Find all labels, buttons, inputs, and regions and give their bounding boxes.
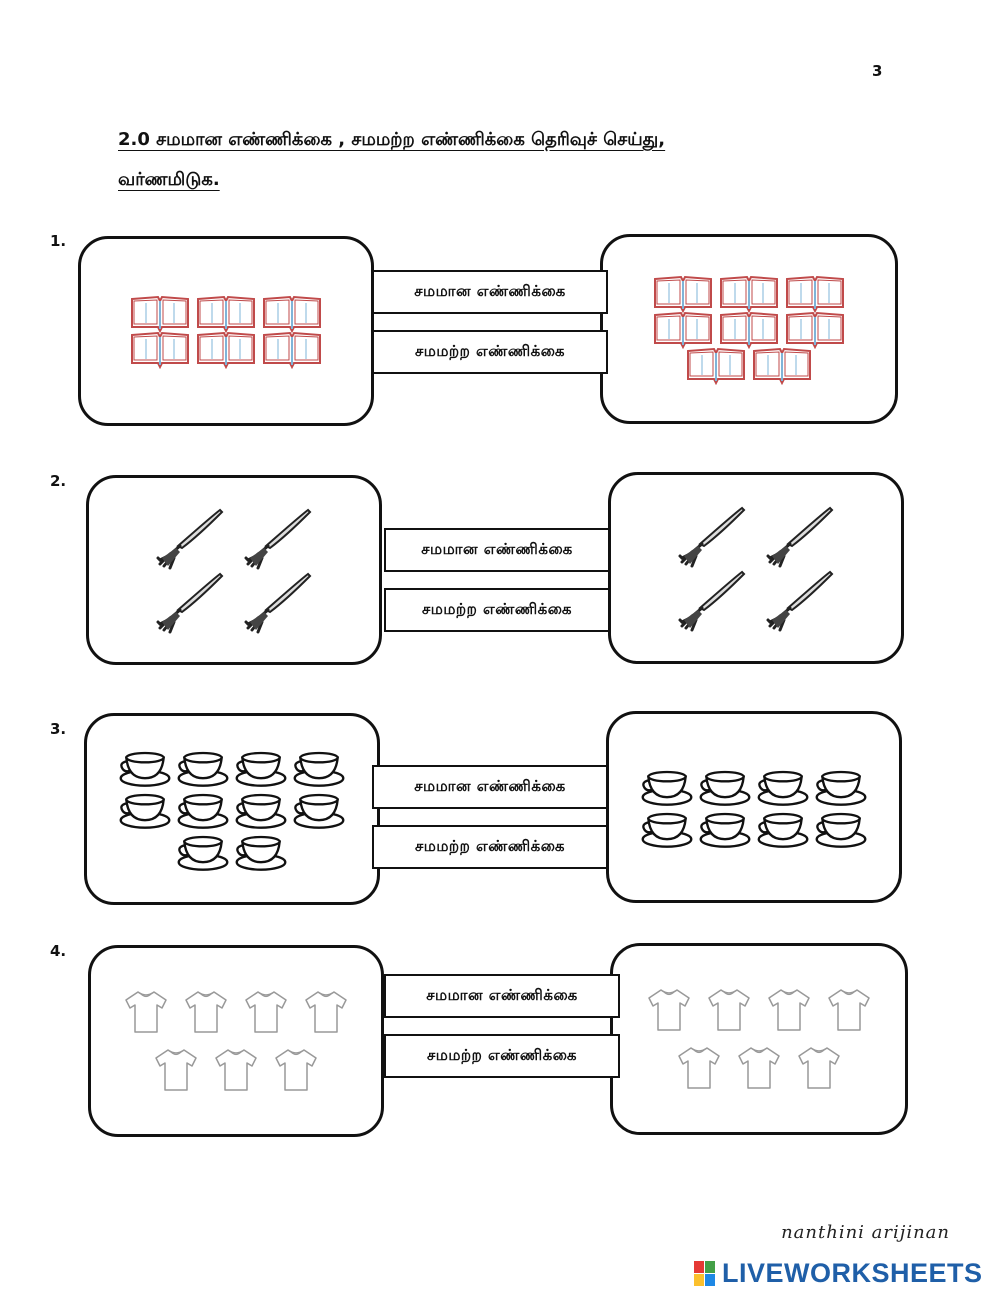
question-2-number: 2.: [50, 472, 67, 490]
q1-left-panel: [78, 236, 374, 426]
cup-icon: [175, 830, 231, 876]
liveworksheets-brand-text: LIVEWORKSHEETS: [722, 1258, 983, 1288]
shirt-icon: [795, 1044, 843, 1096]
cup-icon: [233, 830, 289, 876]
q1-unequal-option[interactable]: சமமற்ற எண்ணிக்கை: [372, 330, 608, 374]
shirt-icon: [705, 986, 753, 1038]
cup-icon: [755, 807, 811, 853]
cup-icon: [813, 807, 869, 853]
question-4-number: 4.: [50, 942, 67, 960]
fork-icon: [760, 568, 840, 636]
book-icon: [750, 345, 814, 389]
shirt-icon: [675, 1044, 723, 1096]
cup-icon: [175, 788, 231, 834]
q4-unequal-option[interactable]: சமமற்ற எண்ணிக்கை: [384, 1034, 620, 1078]
cup-icon: [755, 765, 811, 811]
cup-icon: [697, 807, 753, 853]
question-3-number: 3.: [50, 720, 67, 738]
cup-icon: [697, 765, 753, 811]
shirt-icon: [825, 986, 873, 1038]
q4-left-panel: [88, 945, 384, 1137]
shirt-icon: [645, 986, 693, 1038]
q1-right-panel: [600, 234, 898, 424]
q3-unequal-option[interactable]: சமமற்ற எண்ணிக்கை: [372, 825, 608, 869]
q2-equal-option[interactable]: சமமான எண்ணிக்கை: [384, 528, 610, 572]
q3-right-panel: [606, 711, 902, 903]
cup-icon: [813, 765, 869, 811]
shirt-icon: [122, 988, 170, 1040]
question-1-number: 1.: [50, 232, 67, 250]
shirt-icon: [272, 1046, 320, 1098]
shirt-icon: [152, 1046, 200, 1098]
shirt-icon: [182, 988, 230, 1040]
title-line-1: 2.0 சமமான எண்ணிக்கை , சமமற்ற எண்ணிக்கை தெரிவுச் செய்து,: [118, 129, 666, 150]
liveworksheets-logo-icon: [694, 1261, 716, 1287]
shirt-icon: [765, 986, 813, 1038]
q3-equal-option[interactable]: சமமான எண்ணிக்கை: [372, 765, 608, 809]
q1-equal-option[interactable]: சமமான எண்ணிக்கை: [372, 270, 608, 314]
fork-icon: [672, 568, 752, 636]
fork-icon: [672, 504, 752, 572]
worksheet-title: [118, 120, 898, 200]
page-number: 3: [872, 62, 883, 80]
q4-equal-option[interactable]: சமமான எண்ணிக்கை: [384, 974, 620, 1018]
cup-icon: [291, 746, 347, 792]
book-icon: [194, 329, 258, 373]
shirt-icon: [302, 988, 350, 1040]
cup-icon: [639, 765, 695, 811]
book-icon: [128, 329, 192, 373]
shirt-icon: [212, 1046, 260, 1098]
book-icon: [684, 345, 748, 389]
fork-icon: [760, 504, 840, 572]
author-signature: nanthini arijinan: [781, 1222, 950, 1243]
q3-left-panel: [84, 713, 380, 905]
book-icon: [260, 329, 324, 373]
fork-icon: [150, 506, 230, 574]
cup-icon: [117, 746, 173, 792]
cup-icon: [175, 746, 231, 792]
cup-icon: [117, 788, 173, 834]
q2-unequal-option[interactable]: சமமற்ற எண்ணிக்கை: [384, 588, 610, 632]
liveworksheets-logo[interactable]: [694, 1258, 983, 1289]
q4-right-panel: [610, 943, 908, 1135]
fork-icon: [150, 570, 230, 638]
q2-right-panel: [608, 472, 904, 664]
title-line-2: வர்ணமிடுக.: [118, 169, 220, 190]
cup-icon: [639, 807, 695, 853]
fork-icon: [238, 570, 318, 638]
cup-icon: [233, 788, 289, 834]
cup-icon: [233, 746, 289, 792]
shirt-icon: [242, 988, 290, 1040]
fork-icon: [238, 506, 318, 574]
cup-icon: [291, 788, 347, 834]
q2-left-panel: [86, 475, 382, 665]
shirt-icon: [735, 1044, 783, 1096]
